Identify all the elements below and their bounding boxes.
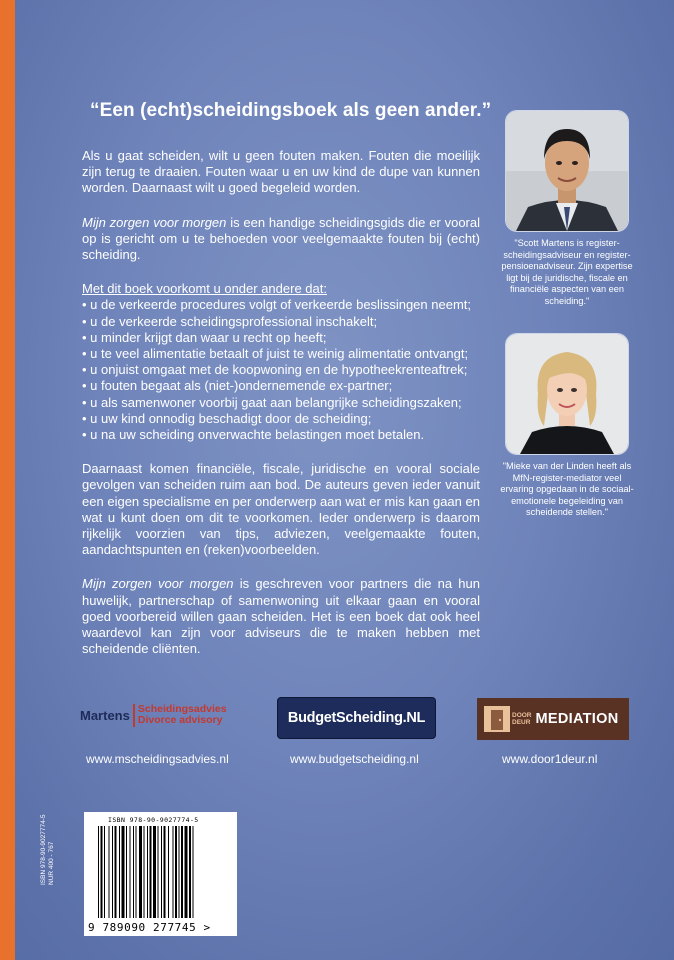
door-logo-line2: DEUR [512, 719, 531, 726]
list-item: • u onjuist omgaat met de koopwoning en de hypotheekrenteaftrek; [82, 362, 480, 378]
list-item: • u de verkeerde procedures volgt of verkeerde beslissingen neemt; [82, 297, 480, 313]
intro-paragraph: Als u gaat scheiden, wilt u geen fouten maken. Fouten die moeilijk zijn terug te draaien. Fouten waar u en uw kind de dupe van kunnen worden. Daarnaast wilt u goed begeleid worden. [82, 148, 480, 196]
benefit-list [82, 297, 480, 443]
door-logo-line1: DOOR [512, 712, 532, 719]
spine-isbn [40, 815, 56, 885]
url-budget[interactable]: www.budgetscheiding.nl [290, 752, 419, 766]
author1-caption: "Scott Martens is register-scheidingsadviseur en register-pensioenadviseur. Zijn expertise ligt bij de juridische, fiscale en financiële aspecten van een scheiding." [501, 238, 633, 306]
martens-logo-name: Martens [80, 707, 130, 723]
list-heading: Met dit boek voorkomt u onder andere dat: [82, 281, 327, 297]
martens-logo-line2: Divorce advisory [137, 714, 223, 726]
book-title: Mijn zorgen voor morgen [82, 214, 227, 230]
martens-logo-line1: Scheidingsadvies [137, 702, 227, 715]
author2-caption: "Mieke van der Linden heeft als MfN-register-mediator veel ervaring opgedaan in de sociaal-emotionele begeleiding van scheidende stellen." [500, 461, 634, 518]
isbn-top-text: ISBN 978-90-9027774-5 [108, 816, 199, 824]
list-item: • u fouten begaat als (niet-)ondernemende ex-partner; [82, 378, 480, 394]
mediation-logo-text: MEDIATION [535, 711, 619, 727]
main-text [82, 148, 480, 675]
headline-quote: “Een (echt)scheidingsboek als geen ander.” [90, 100, 492, 121]
isbn-barcode [84, 812, 237, 936]
list-item: • u de verkeerde scheidingsprofessional inschakelt; [82, 314, 480, 330]
list-item: • u als samenwoner voorbij gaat aan belangrijke scheidingszaken; [82, 395, 480, 411]
door1deur-mediation-logo [477, 698, 629, 740]
budgetscheiding-logo: BudgetScheiding.NL [277, 697, 436, 739]
audience-text: is geschreven voor partners die na hun huwelijk, partnerschap of samenwoning uit elkaar gaan en vooral goed voorbereid willen gaan scheiden. Het is een boek dat ook heel waardevol kan zijn voor adviseurs die te maken hebben met scheidende cliënten. [82, 576, 480, 657]
list-item: • u uw kind onnodig beschadigt door de scheiding; [82, 411, 480, 427]
barcode-bars [94, 826, 227, 920]
spine-isbn-line1: ISBN 978-90-9027774-5 [40, 814, 47, 885]
orange-edge-stripe [0, 0, 15, 960]
door-logo-text [512, 712, 532, 726]
book-title-2: Mijn zorgen voor morgen [82, 576, 234, 592]
authors-paragraph: Daarnaast komen financiële, fiscale, juridische en vooral sociale gevolgen van scheiden ruim aan bod. De auteurs geven ieder vanuit een eigen specialisme en per onderwerp aan wat er mis kan gaan en wat u kunt doen om dit te voorkomen. Ieder onderwerp is daarom rijkelijk voorzien van tips, adviezen, veelgemaakte fouten, aandachtspunten en (reken)voorbeelden. [82, 461, 480, 558]
martens-logo-tagline [133, 704, 227, 727]
list-item: • u na uw scheiding onverwachte belastingen moet betalen. [82, 427, 480, 443]
author1-photo [505, 110, 629, 232]
martens-logo [80, 700, 227, 730]
audience-paragraph [82, 576, 480, 657]
url-door1deur[interactable]: www.door1deur.nl [502, 752, 598, 766]
list-item: • u te veel alimentatie betaalt of juist te weinig alimentatie ontvangt; [82, 346, 480, 362]
author2-photo [505, 333, 629, 455]
spine-nur-line: NUR 400 - 767 [48, 841, 55, 885]
isbn-number: 9 789090 277745 > [88, 921, 211, 934]
door-icon [484, 706, 510, 732]
url-martens[interactable]: www.mscheidingsadvies.nl [86, 752, 229, 766]
list-item: • u minder krijgt dan waar u recht op heeft; [82, 330, 480, 346]
description-paragraph [82, 215, 480, 264]
description-text: is een handige scheidingsgids die er vooral op is gericht om u te behoeden voor veelgemaakte fouten bij (echt) scheiding. [82, 214, 480, 263]
